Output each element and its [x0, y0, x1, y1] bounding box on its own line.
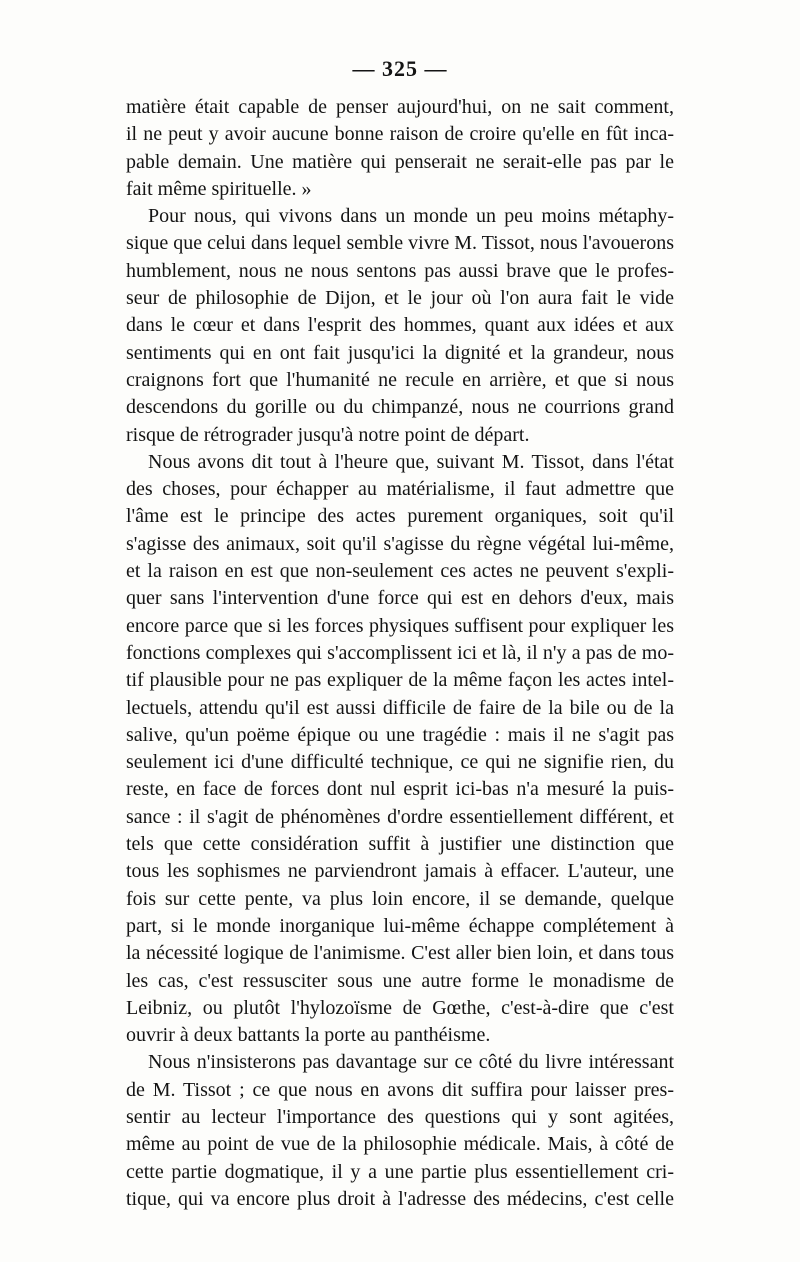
page-number: — 325 — [352, 56, 448, 81]
text-line: fonctions complexes qui s'accomplissent ici et là, il n'y a pas de mo- [126, 641, 674, 664]
text-line: lectuels, attendu qu'il est aussi difficile de faire de la bile ou de la [126, 696, 674, 719]
text-line: encore parce que si les forces physiques suffisent pour expliquer les [126, 614, 674, 637]
text-line: descendons du gorille ou du chimpanzé, nous ne courrions grand [126, 396, 674, 419]
text-line: de M. Tissot ; ce que nous en avons dit suffira pour laisser pres- [126, 1078, 674, 1101]
text-line: la nécessité logique de l'animisme. C'est aller bien loin, et dans tous [126, 942, 674, 965]
text-line: pable demain. Une matière qui penserait ne serait-elle pas par le [126, 150, 674, 173]
text-line: seulement ici d'une difficulté technique, ce qui ne signifie rien, du [126, 751, 674, 774]
text-line: reste, en face de forces dont nul esprit ici-bas n'a mesuré la puis- [126, 778, 674, 801]
text-line: sance : il s'agit de phénomènes d'ordre essentiellement différent, et [126, 805, 674, 828]
text-line: fait même spirituelle. » [126, 177, 312, 200]
text-line: risque de rétrograder jusqu'à notre point de départ. [126, 423, 530, 446]
text-line: part, si le monde inorganique lui-même échappe complétement à [126, 914, 674, 937]
text-line: tous les sophismes ne parviendront jamais à effacer. L'auteur, une [126, 860, 674, 883]
text-line: Pour nous, qui vivons dans un monde un peu moins métaphy- [148, 205, 674, 228]
text-line: quer sans l'intervention d'une force qui est en dehors d'eux, mais [126, 587, 674, 610]
text-line: fois sur cette pente, va plus loin encore, il se demande, quelque [126, 887, 674, 910]
text-line: sentir au lecteur l'importance des questions qui y sont agitées, [126, 1105, 674, 1128]
text-line: humblement, nous ne nous sentons pas aussi brave que le profes- [126, 259, 674, 282]
text-line: tels que cette considération suffit à justifier une distinction que [126, 833, 674, 856]
text-line: ouvrir à deux battants la porte au panthéisme. [126, 1024, 491, 1047]
text-line: Leibniz, ou plutôt l'hylozoïsme de Gœthe, c'est-à-dire que c'est [126, 996, 674, 1019]
text-line: sique que celui dans lequel semble vivre M. Tissot, nous l'avouerons [126, 232, 674, 255]
text-line: tique, qui va encore plus droit à l'adresse des médecins, c'est celle [126, 1187, 674, 1210]
text-line: Nous n'insisterons pas davantage sur ce côté du livre intéressant [148, 1051, 674, 1074]
text-line: l'âme est le principe des actes purement organiques, soit qu'il [126, 505, 674, 528]
text-line: et la raison en est que non-seulement ces actes ne peuvent s'expli- [126, 560, 674, 583]
text-line: tif plausible pour ne pas expliquer de la même façon les actes intel- [126, 669, 674, 692]
text-line: il ne peut y avoir aucune bonne raison de croire qu'elle en fût inca- [126, 123, 674, 146]
text-line: seur de philosophie de Dijon, et le jour où l'on aura fait le vide [126, 287, 674, 310]
text-line: s'agisse des animaux, soit qu'il s'agisse du règne végétal lui-même, [126, 532, 674, 555]
text-line: Nous avons dit tout à l'heure que, suivant M. Tissot, dans l'état [148, 450, 674, 473]
text-line: craignons fort que l'humanité ne recule en arrière, et que si nous [126, 368, 674, 391]
text-line: les cas, c'est ressusciter sous une autre forme le monadisme de [126, 969, 674, 992]
text-line: des choses, pour échapper au matérialisme, il faut admettre que [126, 478, 674, 501]
text-line: dans le cœur et dans l'esprit des hommes, quant aux idées et aux [126, 314, 674, 337]
text-line: cette partie dogmatique, il y a une partie plus essentiellement cri- [126, 1160, 674, 1183]
text-line: salive, qu'un poëme épique ou une tragédie : mais il ne s'agit pas [126, 723, 674, 746]
text-line: même au point de vue de la philosophie médicale. Mais, à côté de [126, 1133, 674, 1156]
text-line: matière était capable de penser aujourd'hui, on ne sait comment, [126, 96, 674, 118]
body-text [126, 94, 674, 1213]
text-line: sentiments qui en ont fait jusqu'ici la dignité et la grandeur, nous [126, 341, 674, 364]
